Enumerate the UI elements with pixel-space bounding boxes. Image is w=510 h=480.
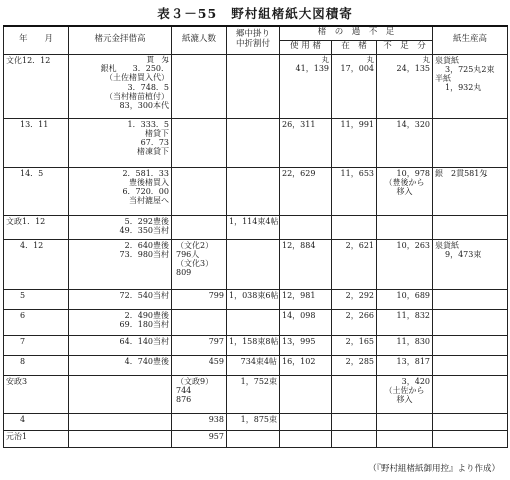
fund-line: 5．292豊後 <box>124 216 169 226</box>
table-row <box>4 215 508 239</box>
fund-line: 69．180当村 <box>119 319 169 329</box>
table-row <box>4 289 508 309</box>
table-row <box>4 118 508 167</box>
shortage-line: 10，978 <box>396 168 430 178</box>
paper-count-line: （文政9） <box>176 376 214 386</box>
shortage-cell <box>377 167 433 215</box>
paper-count-cell <box>172 167 227 215</box>
stock-cell <box>332 309 377 335</box>
product-line: 1，932丸 <box>445 83 482 93</box>
shortage-line: 移入 <box>396 186 413 196</box>
shortage-line: （土佐から <box>384 385 425 395</box>
header-shortage: 不 足 分 <box>377 40 433 54</box>
header-village <box>227 26 280 54</box>
paper-count-cell: 799 <box>172 289 227 309</box>
header-product: 紙生産高 <box>433 26 508 54</box>
stock-cell <box>332 430 377 447</box>
village-allocation-cell <box>227 118 280 167</box>
village-allocation-cell <box>227 309 280 335</box>
product-cell <box>433 335 508 355</box>
fund-cell <box>69 54 172 118</box>
shortage-line: 10，689 <box>396 290 430 300</box>
used-value: 13，995 <box>282 336 316 346</box>
village-allocation-cell: 1，752束 <box>227 375 280 413</box>
product-line: 3，725丸2束 <box>445 64 495 74</box>
stock-cell <box>332 239 377 289</box>
village-allocation-cell <box>227 167 280 215</box>
stock-value: 2，266 <box>345 310 374 320</box>
shortage-cell <box>377 335 433 355</box>
table-row <box>4 413 508 430</box>
stock-value: 2，165 <box>345 336 374 346</box>
product-cell <box>433 167 508 215</box>
header-stock: 在 楮 <box>332 40 377 54</box>
fund-line: 3．748．5 <box>127 82 169 92</box>
used-cell <box>280 118 332 167</box>
used-cell <box>280 309 332 335</box>
product-line: 泉貨紙 <box>435 55 459 65</box>
shortage-cell <box>377 430 433 447</box>
shortage-cell <box>377 289 433 309</box>
village-allocation-cell: 734束4帖 <box>227 355 280 375</box>
paper-count-cell: 957 <box>172 430 227 447</box>
shortage-line: 11，830 <box>396 336 430 346</box>
paper-count-cell: 797 <box>172 335 227 355</box>
product-line: 半紙 <box>435 73 451 83</box>
shortage-line: 3，420 <box>401 376 430 386</box>
shortage-cell <box>377 54 433 118</box>
fund-line: 2．640豊後 <box>124 240 169 250</box>
shortage-cell <box>377 309 433 335</box>
year-cell: 8 <box>4 355 69 375</box>
fund-line: 83，300本代 <box>119 100 169 110</box>
used-cell <box>280 167 332 215</box>
fund-line: 豊後楮買入 <box>129 177 169 187</box>
stock-value: 2，292 <box>345 290 374 300</box>
shortage-line: 14，320 <box>396 119 430 129</box>
paper-count-line: （文化2） <box>176 240 214 250</box>
product-cell <box>433 289 508 309</box>
stock-cell <box>332 54 377 118</box>
shortage-line: 11，832 <box>396 310 430 320</box>
village-allocation-cell <box>227 430 280 447</box>
table-number: 表３－55 <box>157 6 218 21</box>
header-fund: 楮元金拝借高 <box>69 26 172 54</box>
shortage-cell <box>377 375 433 413</box>
year-cell: 文化12．12 <box>4 54 69 118</box>
year-cell: 5 <box>4 289 69 309</box>
paper-count-cell <box>172 118 227 167</box>
used-cell <box>280 289 332 309</box>
used-cell <box>280 215 332 239</box>
shortage-line: 10，263 <box>396 240 430 250</box>
used-cell <box>280 239 332 289</box>
village-allocation-cell: 1，158束8帖 <box>227 335 280 355</box>
fund-cell <box>69 355 172 375</box>
fund-line: 当村漉屋へ <box>129 196 169 206</box>
fund-line: 73．980当村 <box>119 249 169 259</box>
year-cell: 13．11 <box>4 118 69 167</box>
shortage-line: 24，135 <box>396 64 430 74</box>
paper-count-cell: 459 <box>172 355 227 375</box>
product-line: 泉貨紙 <box>435 240 459 250</box>
table-title-text: 野村組楮紙大図積寄 <box>231 6 353 21</box>
product-cell <box>433 355 508 375</box>
shortage-line: （豊後から <box>384 177 425 187</box>
year-cell: 文政1．12 <box>4 215 69 239</box>
shortage-cell <box>377 215 433 239</box>
stock-cell <box>332 289 377 309</box>
table-title <box>0 4 510 22</box>
paper-count-cell <box>172 375 227 413</box>
product-cell <box>433 413 508 430</box>
year-cell: 6 <box>4 309 69 335</box>
used-value: 22，629 <box>282 168 316 178</box>
stock-cell <box>332 335 377 355</box>
product-cell <box>433 309 508 335</box>
data-table <box>3 25 508 448</box>
paper-count-cell <box>172 215 227 239</box>
table-row <box>4 335 508 355</box>
fund-line: 銀札 3．250． <box>100 64 169 74</box>
shortage-unit-label: 丸 <box>422 54 430 64</box>
stock-cell <box>332 167 377 215</box>
fund-line: （土佐楮買入代） <box>105 73 169 83</box>
year-cell: 14．5 <box>4 167 69 215</box>
paper-count-line: 796人 <box>176 249 200 259</box>
fund-cell <box>69 118 172 167</box>
used-cell <box>280 375 332 413</box>
header-gap-group: 楮 の 過 不 足 <box>280 26 433 40</box>
stock-value: 2，621 <box>345 240 374 250</box>
fund-cell <box>69 167 172 215</box>
fund-unit-label: 貫 匁 <box>146 54 169 64</box>
fund-line: （当村楮苗植付） <box>105 91 169 101</box>
used-value: 26，311 <box>282 119 316 129</box>
fund-cell <box>69 289 172 309</box>
year-cell: 4 <box>4 413 69 430</box>
fund-cell <box>69 335 172 355</box>
fund-line: 4．740豊後 <box>124 356 169 366</box>
stock-value: 11，653 <box>340 168 374 178</box>
year-cell: 4．12 <box>4 239 69 289</box>
fund-line: 6．720．00 <box>122 186 169 196</box>
shortage-cell <box>377 118 433 167</box>
fund-cell <box>69 309 172 335</box>
source-note: （『野村組楮紙御用控』より作成） <box>368 464 500 474</box>
paper-count-cell <box>172 239 227 289</box>
paper-count-cell: 938 <box>172 413 227 430</box>
table-row <box>4 239 508 289</box>
fund-line: 72．540当村 <box>119 290 169 300</box>
product-cell <box>433 215 508 239</box>
used-cell <box>280 413 332 430</box>
table-row <box>4 375 508 413</box>
fund-line: 楮貸下 <box>145 128 169 138</box>
paper-count-line: 809 <box>176 268 192 278</box>
village-allocation-cell <box>227 54 280 118</box>
fund-cell <box>69 430 172 447</box>
stock-cell <box>332 355 377 375</box>
paper-count-line: （文化3） <box>176 258 214 268</box>
stock-cell <box>332 413 377 430</box>
table-row <box>4 430 508 447</box>
year-cell: 7 <box>4 335 69 355</box>
used-cell <box>280 335 332 355</box>
header-used: 使 用 楮 <box>280 40 332 54</box>
year-cell: 元治1 <box>4 430 69 447</box>
table-row <box>4 54 508 118</box>
village-allocation-cell: 1，114束4帖 <box>227 215 280 239</box>
product-cell <box>433 239 508 289</box>
fund-cell <box>69 375 172 413</box>
header-village-line2: 中折割付 <box>235 39 270 50</box>
table-row <box>4 167 508 215</box>
used-value: 16，102 <box>282 356 316 366</box>
product-cell <box>433 54 508 118</box>
stock-unit-label: 丸 <box>366 54 374 64</box>
shortage-cell <box>377 355 433 375</box>
stock-cell <box>332 215 377 239</box>
product-line: 9，473束 <box>445 249 482 259</box>
fund-cell <box>69 239 172 289</box>
product-cell <box>433 375 508 413</box>
used-value: 41，139 <box>295 64 329 74</box>
fund-cell <box>69 413 172 430</box>
stock-value: 17，004 <box>340 64 374 74</box>
product-cell <box>433 118 508 167</box>
fund-cell <box>69 215 172 239</box>
shortage-line: 13，817 <box>396 356 430 366</box>
used-cell <box>280 54 332 118</box>
paper-count-cell <box>172 54 227 118</box>
shortage-cell <box>377 239 433 289</box>
fund-line: 64．140当村 <box>119 336 169 346</box>
table-row <box>4 309 508 335</box>
paper-count-cell <box>172 309 227 335</box>
shortage-cell <box>377 413 433 430</box>
header-village-line1: 郷中掛り <box>235 29 270 40</box>
village-allocation-cell: 1，038束6帖 <box>227 289 280 309</box>
stock-cell <box>332 118 377 167</box>
used-cell <box>280 355 332 375</box>
village-allocation-cell <box>227 239 280 289</box>
year-cell: 安政3 <box>4 375 69 413</box>
table-row <box>4 355 508 375</box>
product-line: 銀 2貫581匁 <box>435 168 488 178</box>
fund-line: 67．73 <box>140 137 169 147</box>
used-cell <box>280 430 332 447</box>
stock-cell <box>332 375 377 413</box>
paper-count-line: 744 <box>176 385 192 395</box>
fund-line: 1．333．5 <box>127 119 169 129</box>
header-paper-count: 紙漉人数 <box>172 26 227 54</box>
fund-line: 楮凍貸下 <box>137 147 169 157</box>
product-cell <box>433 430 508 447</box>
village-allocation-cell: 1，875束 <box>227 413 280 430</box>
fund-line: 2．490豊後 <box>124 310 169 320</box>
stock-value: 2，285 <box>345 356 374 366</box>
used-unit-label: 丸 <box>321 54 329 64</box>
stock-value: 11，991 <box>340 119 374 129</box>
used-value: 14，098 <box>282 310 316 320</box>
header-year: 年 月 <box>4 26 69 54</box>
paper-count-line: 876 <box>176 394 192 404</box>
used-value: 12，884 <box>282 240 316 250</box>
fund-line: 49．350当村 <box>119 225 169 235</box>
shortage-line: 移入 <box>396 394 413 404</box>
fund-line: 2．581．33 <box>122 168 169 178</box>
used-value: 12，981 <box>282 290 316 300</box>
